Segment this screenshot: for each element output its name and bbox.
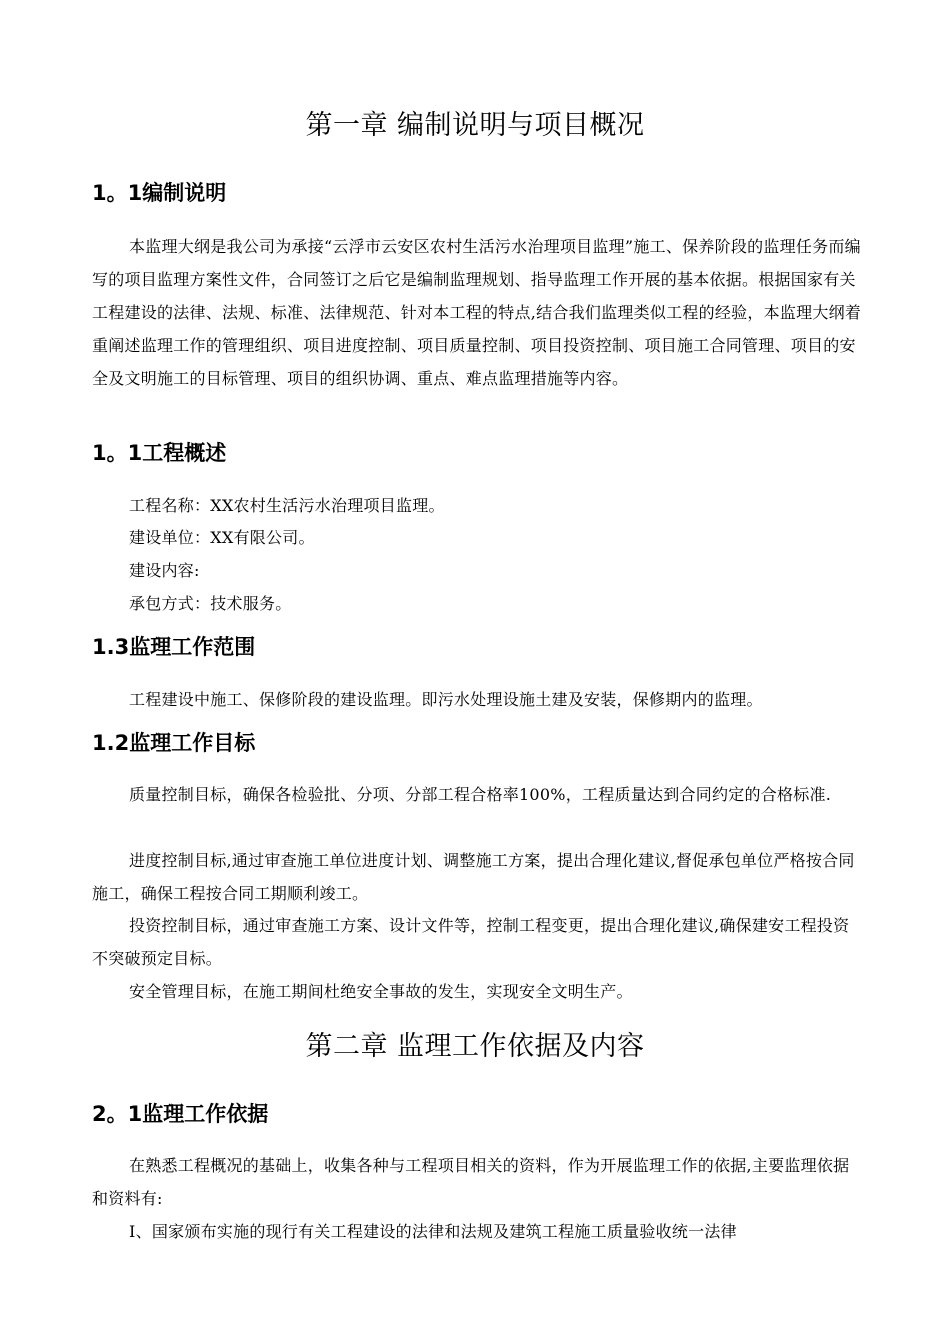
- investment-target-para: 投资控制目标，通过审查施工方案、设计文件等，控制工程变更，提出合理化建议,确保建安工程投资不突破预定目标。: [92, 916, 850, 968]
- project-name-line: 工程名称：XX农村生活污水治理项目监理。: [129, 496, 445, 515]
- section-1-4-title: 1.2监理工作目标: [92, 731, 256, 755]
- section-1-1-title: 1。1编制说明: [92, 181, 227, 205]
- section-1-3-body: 工程建设中施工、保修阶段的建设监理。即污水处理设施土建及安装，保修期内的监理。: [129, 690, 763, 709]
- quality-target-para: 质量控制目标，确保各检验批、分项、分部工程合格率100%，工程质量达到合同约定的合格标准.: [129, 785, 832, 804]
- section-1-3-title: 1.3监理工作范围: [92, 635, 256, 659]
- scope-line: 建设内容:: [129, 561, 200, 580]
- chapter-2-title: 第二章 监理工作依据及内容: [305, 1031, 645, 1062]
- basis-item-1: Ⅰ、国家颁布实施的现行有关工程建设的法律和法规及建筑工程施工质量验收统一法律: [129, 1222, 737, 1241]
- section-1-2-title: 1。1工程概述: [92, 441, 227, 465]
- section-1-1-body: 本监理大纲是我公司为承接“云浮市云安区农村生活污水治理项目监理”施工、保养阶段的监理任务而编写的项目监理方案性文件，合同签订之后它是编制监理规划、指导监理工作开展的基本依据。根据国家有关工程建设的法律、法规、标准、法律规范、针对本工程的特点,结合我们监理类似工程的经验，本监理大纲着重阐述监理工作的管理组织、项目进度控制、项目质量控制、项目投资控制、项目施工合同管理、项目的安全及文明施工的目标管理、项目的组织协调、重点、难点监理措施等内容。: [92, 237, 862, 388]
- section-2-1-body: 在熟悉工程概况的基础上，收集各种与工程项目相关的资料，作为开展监理工作的依据,主要监理依据和资料有:: [92, 1156, 850, 1208]
- client-line: 建设单位：XX有限公司。: [129, 528, 315, 547]
- chapter-1-title: 第一章 编制说明与项目概况: [305, 110, 645, 141]
- contract-type-line: 承包方式：技术服务。: [129, 594, 292, 613]
- section-2-1-title: 2。1监理工作依据: [92, 1102, 269, 1126]
- safety-target-para: 安全管理目标，在施工期间杜绝安全事故的发生，实现安全文明生产。: [129, 982, 633, 1001]
- schedule-target-para: 进度控制目标,通过审查施工单位进度计划、调整施工方案，提出合理化建议,督促承包单位严格按合同施工，确保工程按合同工期顺利竣工。: [92, 851, 855, 903]
